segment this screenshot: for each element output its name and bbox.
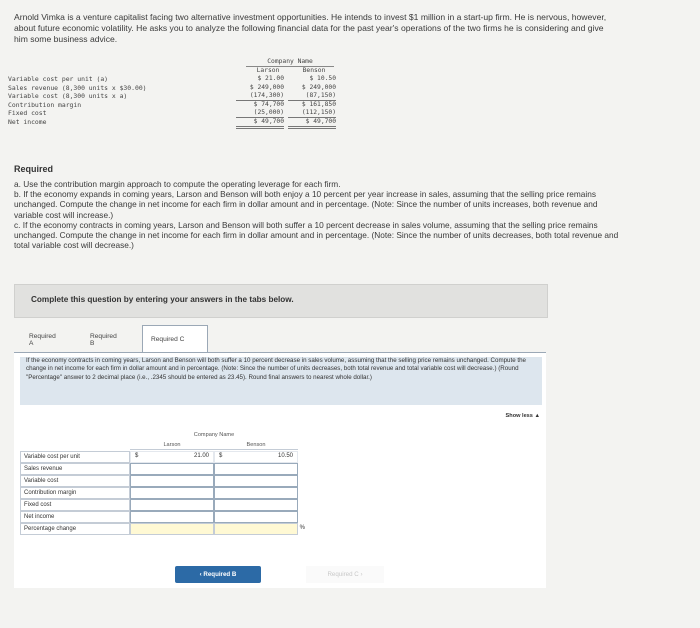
row-label: Contribution margin xyxy=(20,487,130,499)
data-label: Variable cost per unit (a) xyxy=(8,75,109,83)
company-name-header: Company Name xyxy=(246,58,334,67)
percent-sign: % xyxy=(299,525,305,531)
problem-intro: Arnold Vimka is a venture capitalist facing two alternative investment opportunities. He intends to invest $1 million in a start-up firm. He is nervous, however, about future economic volatility. He asks you to analyze the following financial data for the past year's operations of the two firms he is considering and give him some business advice. xyxy=(14,12,607,44)
row-label: Fixed cost xyxy=(20,499,130,511)
required-heading: Required xyxy=(14,164,54,174)
instruction-panel xyxy=(14,284,548,318)
show-less-toggle[interactable]: Show less ▲ xyxy=(505,413,540,419)
benson-value: 10.50 xyxy=(277,453,293,459)
tab-content xyxy=(14,352,546,588)
tab-required-a[interactable]: Required A xyxy=(29,333,56,347)
larson-value: (174,300) xyxy=(236,92,284,101)
larson-value: 21.00 xyxy=(193,453,209,459)
benson-input[interactable] xyxy=(214,511,298,523)
required-item-c: c. If the economy contracts in coming years, Larson and Benson will both suffer a 10 percent decrease in sales volume, assuming that the selling price remains unchanged. Compute the change in net income for each firm in dollar amount and in percentage. (Note: Since the number of units decreases, both total revenue and total variable cost will decrease.) xyxy=(14,219,619,251)
larson-header: Larson xyxy=(130,441,214,450)
larson-percent-input[interactable] xyxy=(130,523,214,535)
benson-input[interactable] xyxy=(214,463,298,475)
data-label: Variable cost (8,300 units x a) xyxy=(8,92,128,101)
row-label: Variable cost xyxy=(20,475,130,487)
benson-value: $ 10.50 xyxy=(309,75,336,82)
benson-value: $ 161,850 xyxy=(301,100,336,108)
tab-required-c-label: Required C xyxy=(151,336,185,343)
benson-value: $ 249,000 xyxy=(301,83,336,91)
benson-value: (87,150) xyxy=(288,92,336,101)
tab-instruction: If the economy contracts in coming years, Larson and Benson will both suffer a 10 percent decrease in sales volume, assuming that the selling price remains unchanged. Compute the change in net income for each firm in dollar amount and in percentage. (Note: Since the number of units decreases, both total revenue and total variable cost will decrease.) (Round "Percentage" answer to 2 decimal place (i.e., .2345 should be entered as 23.45). Round final answers to nearest whole dollar.) xyxy=(20,357,542,405)
required-item-a: a. Use the contribution margin approach to compute the operating leverage for each firm. xyxy=(14,179,341,189)
row-label: Net income xyxy=(20,511,130,523)
panel-text: Complete this question by entering your answers in the tabs below. xyxy=(31,295,294,304)
data-label: Contribution margin xyxy=(8,100,82,109)
dollar-sign: $ xyxy=(219,453,223,459)
benson-input[interactable] xyxy=(214,475,298,487)
larson-cell xyxy=(130,451,214,463)
benson-input[interactable] xyxy=(214,487,298,499)
tab-required-c[interactable] xyxy=(142,325,208,353)
dollar-sign: $ xyxy=(135,453,139,459)
benson-header: Benson xyxy=(214,441,298,450)
previous-required-button[interactable]: ‹ Required B xyxy=(175,566,261,583)
larson-value: $ 49,700 xyxy=(236,118,284,129)
larson-header: Larson xyxy=(256,67,280,74)
larson-input[interactable] xyxy=(130,487,214,499)
larson-input[interactable] xyxy=(130,475,214,487)
larson-value: $ 21.00 xyxy=(257,75,284,82)
tab-required-b[interactable]: Required B xyxy=(90,333,117,347)
data-label: Fixed cost xyxy=(8,109,47,118)
larson-value: (25,000) xyxy=(236,109,284,118)
larson-value: $ 249,000 xyxy=(249,83,284,91)
benson-percent-input[interactable] xyxy=(214,523,305,535)
required-list xyxy=(14,179,624,250)
benson-value: $ 49,700 xyxy=(288,118,336,129)
row-label: Sales revenue xyxy=(20,463,130,475)
larson-value: $ 74,700 xyxy=(253,100,284,108)
company-name-header: Company Name xyxy=(193,432,235,438)
benson-value: (112,150) xyxy=(288,109,336,118)
larson-input[interactable] xyxy=(130,463,214,475)
required-item-b: b. If the economy expands in coming years, Larson and Benson will both enjoy a 10 percent per year increase in sales, assuming that the selling price remains unchanged. Compute the change in net income for each firm in dollar amount and in percentage. (Note: Since the number of units increases, both revenue and variable cost will increase.) xyxy=(14,189,598,220)
larson-input[interactable] xyxy=(130,511,214,523)
row-label: Variable cost per unit xyxy=(20,451,130,463)
next-required-button[interactable]: Required C › xyxy=(306,566,384,583)
benson-cell xyxy=(214,451,298,463)
row-label: Percentage change xyxy=(20,523,130,535)
data-label: Sales revenue (8,300 units x $30.00) xyxy=(8,83,147,92)
larson-input[interactable] xyxy=(130,499,214,511)
benson-header: Benson xyxy=(302,67,326,74)
benson-input[interactable] xyxy=(214,499,298,511)
data-label: Net income xyxy=(8,117,47,126)
